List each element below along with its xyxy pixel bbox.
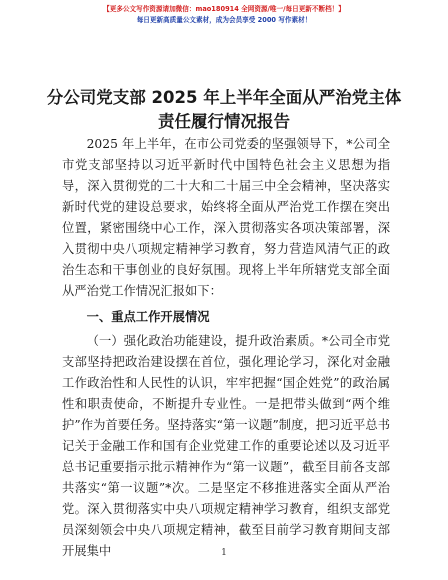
intro-paragraph: 2025 年上半年，在市公司党委的坚强领导下，*公司全市党支部坚持以习近平新时代中国特色社会主义思想为指导，深入贯彻党的二十大和二十届三中全会精神，坚决落实新时代党的建设总要求，始终将全面从严治党工作摆在突出位置，紧密围绕中心工作，深入贯彻落实各项决策部署，深入贯彻中央八项规定精神学习教育，努力营造风清气正的政治生态和干事创业的良好氛围。现将上半年所辖党支部全面从严治党工作情况汇报如下： (62, 137, 390, 298)
promo-banner (0, 4, 448, 26)
title-line-2: 责任履行情况报告 (158, 112, 290, 131)
document-title (40, 86, 408, 134)
title-line-1: 分公司党支部 2025 年上半年全面从严治党主体 (46, 88, 402, 107)
section-heading: 一、重点工作开展情况 (86, 310, 210, 324)
promo-line-1: 【更多公文写作资源请加微信：mao180914 全网资源/唯一/每日更新不断档！】 (103, 5, 345, 13)
page-number: 1 (221, 548, 227, 558)
document-body (62, 134, 390, 562)
promo-line-2: 每日更新高质量公文素材，成为会员享受 2000 写作素材！ (136, 16, 312, 24)
section-paragraph: （一）强化政治功能建设，提升政治素质。*公司全市党支部坚持把政治建设摆在首位，强化理论学习，深化对金融工作政治性和人民性的认识，牢牢把握“国企姓党”的政治属性和职责使命，不断提升专业性。一是把带头做到“两个维护”作为首要任务。坚持落实“第一议题”制度，把习近平总书记关于金融工作和国有企业党建工作的重要论述以及习近平总书记重要指示批示精神作为“第一议题”，截至目前各支部共落实“第一议题”*次。二是坚定不移推进落实全面从严治党。深入贯彻落实中央八项规定精神学习教育，组织支部党员深刻领会中央八项规定精神，截至目前学习教育期间支部开展集中 (62, 334, 390, 558)
